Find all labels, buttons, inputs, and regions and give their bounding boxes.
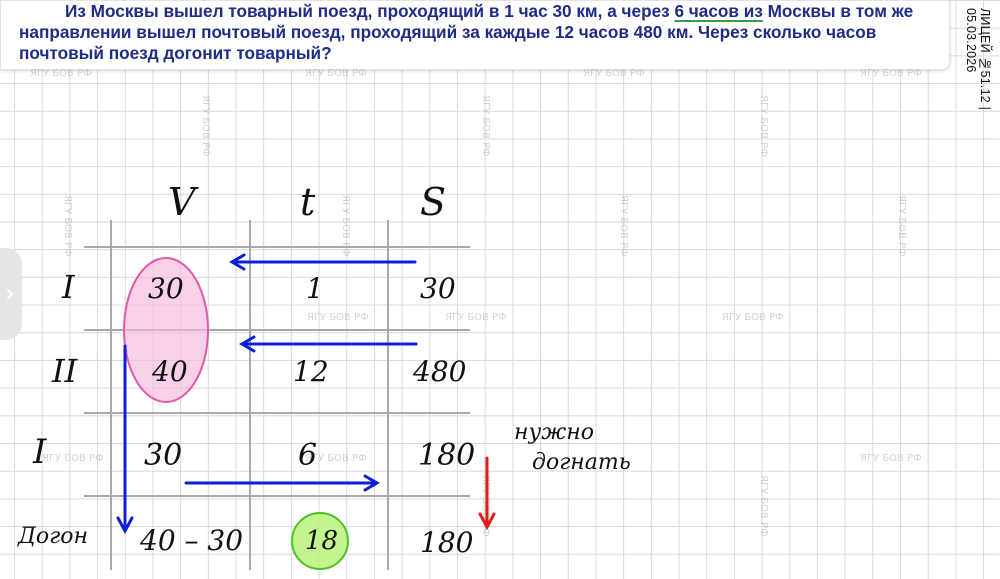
cell-t-3: 6 [298,438,318,473]
row-label-3: I [33,432,47,472]
cell-v-1: 30 [148,272,184,305]
note-line-2: догнать [532,450,631,475]
watermark: ЯГУ БОВ РФ [480,475,491,537]
watermark: ЯГУ БОВ РФ [860,68,922,79]
watermark: ЯГУ БОВ РФ [305,453,367,464]
cell-t-2: 12 [293,355,329,388]
watermark: ЯГУ БОВ РФ [305,68,367,79]
watermark: ЯГУ БОВ РФ [722,312,784,323]
note-line-1: нужно [514,420,594,445]
watermark: ЯГУ БОВ РФ [896,195,907,257]
chevron-right-icon: › [4,279,16,309]
watermark: ЯГУ БОВ РФ [758,95,769,157]
problem-text-part2: Москвы в том же направлении вышел почтовый поезд, проходящий за каждые 12 часов 480 км. Через сколько часов почтовый поезд догонит товарный? [19,1,914,63]
header-time: t [300,180,316,224]
cell-s-1: 30 [420,272,456,305]
cell-s-2: 480 [413,355,467,388]
row-label-4: Догон [18,524,88,549]
header-velocity: V [168,180,196,224]
watermark: ЯГУ БОВ РФ [758,475,769,537]
cell-s-3: 180 [418,438,476,473]
watermark: ЯГУ БОВ РФ [30,68,92,79]
cell-v-2: 40 [152,355,188,388]
row-label-2: II [52,352,78,390]
cell-v-3: 30 [144,438,183,473]
watermark: ЯГУ БОВ РФ [480,95,491,157]
watermark: ЯГУ БОВ РФ [200,95,211,157]
problem-highlight: 6 часов из [674,1,763,21]
row-label-1: I [62,268,75,306]
watermark: ЯГУ БОВ РФ [42,453,104,464]
watermark: ЯГУ БОВ РФ [307,312,369,323]
watermark: ЯГУ БОВ РФ [62,195,73,257]
header-distance: S [420,180,447,224]
watermark: ЯГУ БОВ РФ [618,195,629,257]
red-arrow [480,458,494,527]
cell-v-4: 40 – 30 [140,524,244,557]
watermark: ЯГУ БОВ РФ [340,195,351,257]
lyceum-date-label: ЛИЦЕЙ №51.12 | 05.03.2026 [964,8,992,111]
cell-s-4: 180 [420,526,474,559]
cell-t-4: 18 [305,526,339,556]
problem-text-part1: Из Москвы вышел товарный поезд, проходящий в 1 час 30 км, а через [65,1,675,21]
watermark: ЯГУ БОВ РФ [445,312,507,323]
watermark: ЯГУ БОВ РФ [860,453,922,464]
cell-t-1: 1 [306,272,324,305]
watermark: ЯГУ БОВ РФ [583,68,645,79]
